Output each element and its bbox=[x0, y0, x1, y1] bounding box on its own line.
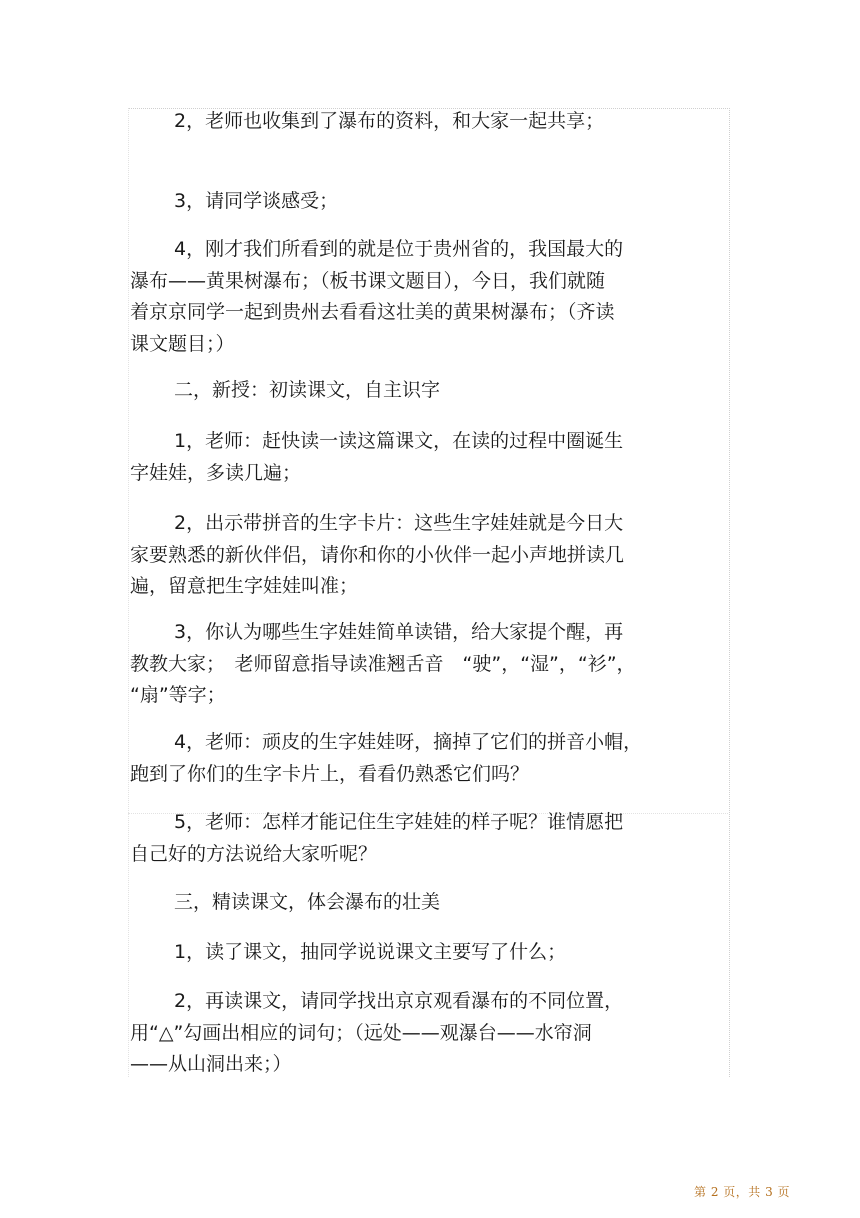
text-line: 跑到了你们的生字卡片上，看看仍熟悉它们吗？ bbox=[130, 762, 530, 785]
paragraph-1 bbox=[130, 106, 730, 138]
text-line: 二，新授：初读课文，自主识字 bbox=[174, 379, 441, 401]
text-line: 4，老师：顽皮的生字娃娃呀，摘掉了它们的拼音小帽， bbox=[174, 731, 643, 753]
text-line: ——从山洞出来；） bbox=[130, 1053, 292, 1075]
text-line: 2，老师也收集到了瀑布的资料，和大家一起共享； bbox=[174, 110, 605, 132]
text-line: “扇”等字； bbox=[130, 684, 226, 706]
paragraph-12 bbox=[130, 986, 730, 1081]
text-line: 2，再读课文，请同学找出京京观看瀑布的不同位置， bbox=[174, 990, 624, 1012]
text-line: 瀑布——黄果树瀑布；（板书课文题目），今日，我们就随 bbox=[130, 269, 606, 292]
text-line: 2，出示带拼音的生字卡片：这些生字娃娃就是今日大 bbox=[174, 512, 624, 534]
section-heading-2 bbox=[130, 375, 730, 407]
text-line: 3，你认为哪些生字娃娃简单读错，给大家提个醒，再 bbox=[174, 621, 624, 643]
text-line: 三，精读课文，体会瀑布的壮美 bbox=[174, 891, 441, 913]
page-number: 第 2 页，共 3 页 bbox=[694, 1185, 791, 1199]
section-heading-3 bbox=[130, 887, 730, 919]
text-line: 3，请同学谈感受； bbox=[174, 190, 339, 212]
text-line: 用“△”勾画出相应的词句；（远处——观瀑台——水帘洞 bbox=[130, 1021, 592, 1044]
paragraph-11 bbox=[130, 937, 730, 969]
text-line: 自己好的方法说给大家听呢？ bbox=[130, 842, 378, 865]
text-line: 4，刚才我们所看到的就是位于贵州省的，我国最大的 bbox=[174, 238, 624, 260]
text-line: 着京京同学一起到贵州去看看这壮美的黄果树瀑布；（齐读 bbox=[130, 301, 615, 323]
paragraph-3 bbox=[130, 234, 730, 360]
text-line: 5，老师：怎样才能记住生字娃娃的样子呢？谁情愿把 bbox=[174, 811, 624, 833]
paragraph-6 bbox=[130, 508, 730, 603]
paragraph-2 bbox=[130, 186, 730, 218]
text-line: 课文题目；） bbox=[130, 332, 235, 355]
paragraph-7 bbox=[130, 617, 730, 712]
paragraph-8 bbox=[130, 727, 730, 790]
paragraph-9 bbox=[130, 807, 730, 870]
text-line: 家要熟悉的新伙伴侣，请你和你的小伙伴一起小声地拼读几 bbox=[130, 543, 625, 566]
text-line: 1，老师：赶快读一读这篇课文，在读的过程中圈诞生 bbox=[174, 430, 624, 452]
text-line: 字娃娃，多读几遍； bbox=[130, 461, 302, 484]
text-line: 教教大家； 老师留意指导读准翘舌音 “驶”，“湿”，“衫”， bbox=[130, 652, 636, 675]
paragraph-5 bbox=[130, 426, 730, 489]
text-line: 遍，留意把生字娃娃叫准； bbox=[130, 575, 359, 597]
text-line: 1，读了课文，抽同学说说课文主要写了什么； bbox=[174, 941, 567, 963]
